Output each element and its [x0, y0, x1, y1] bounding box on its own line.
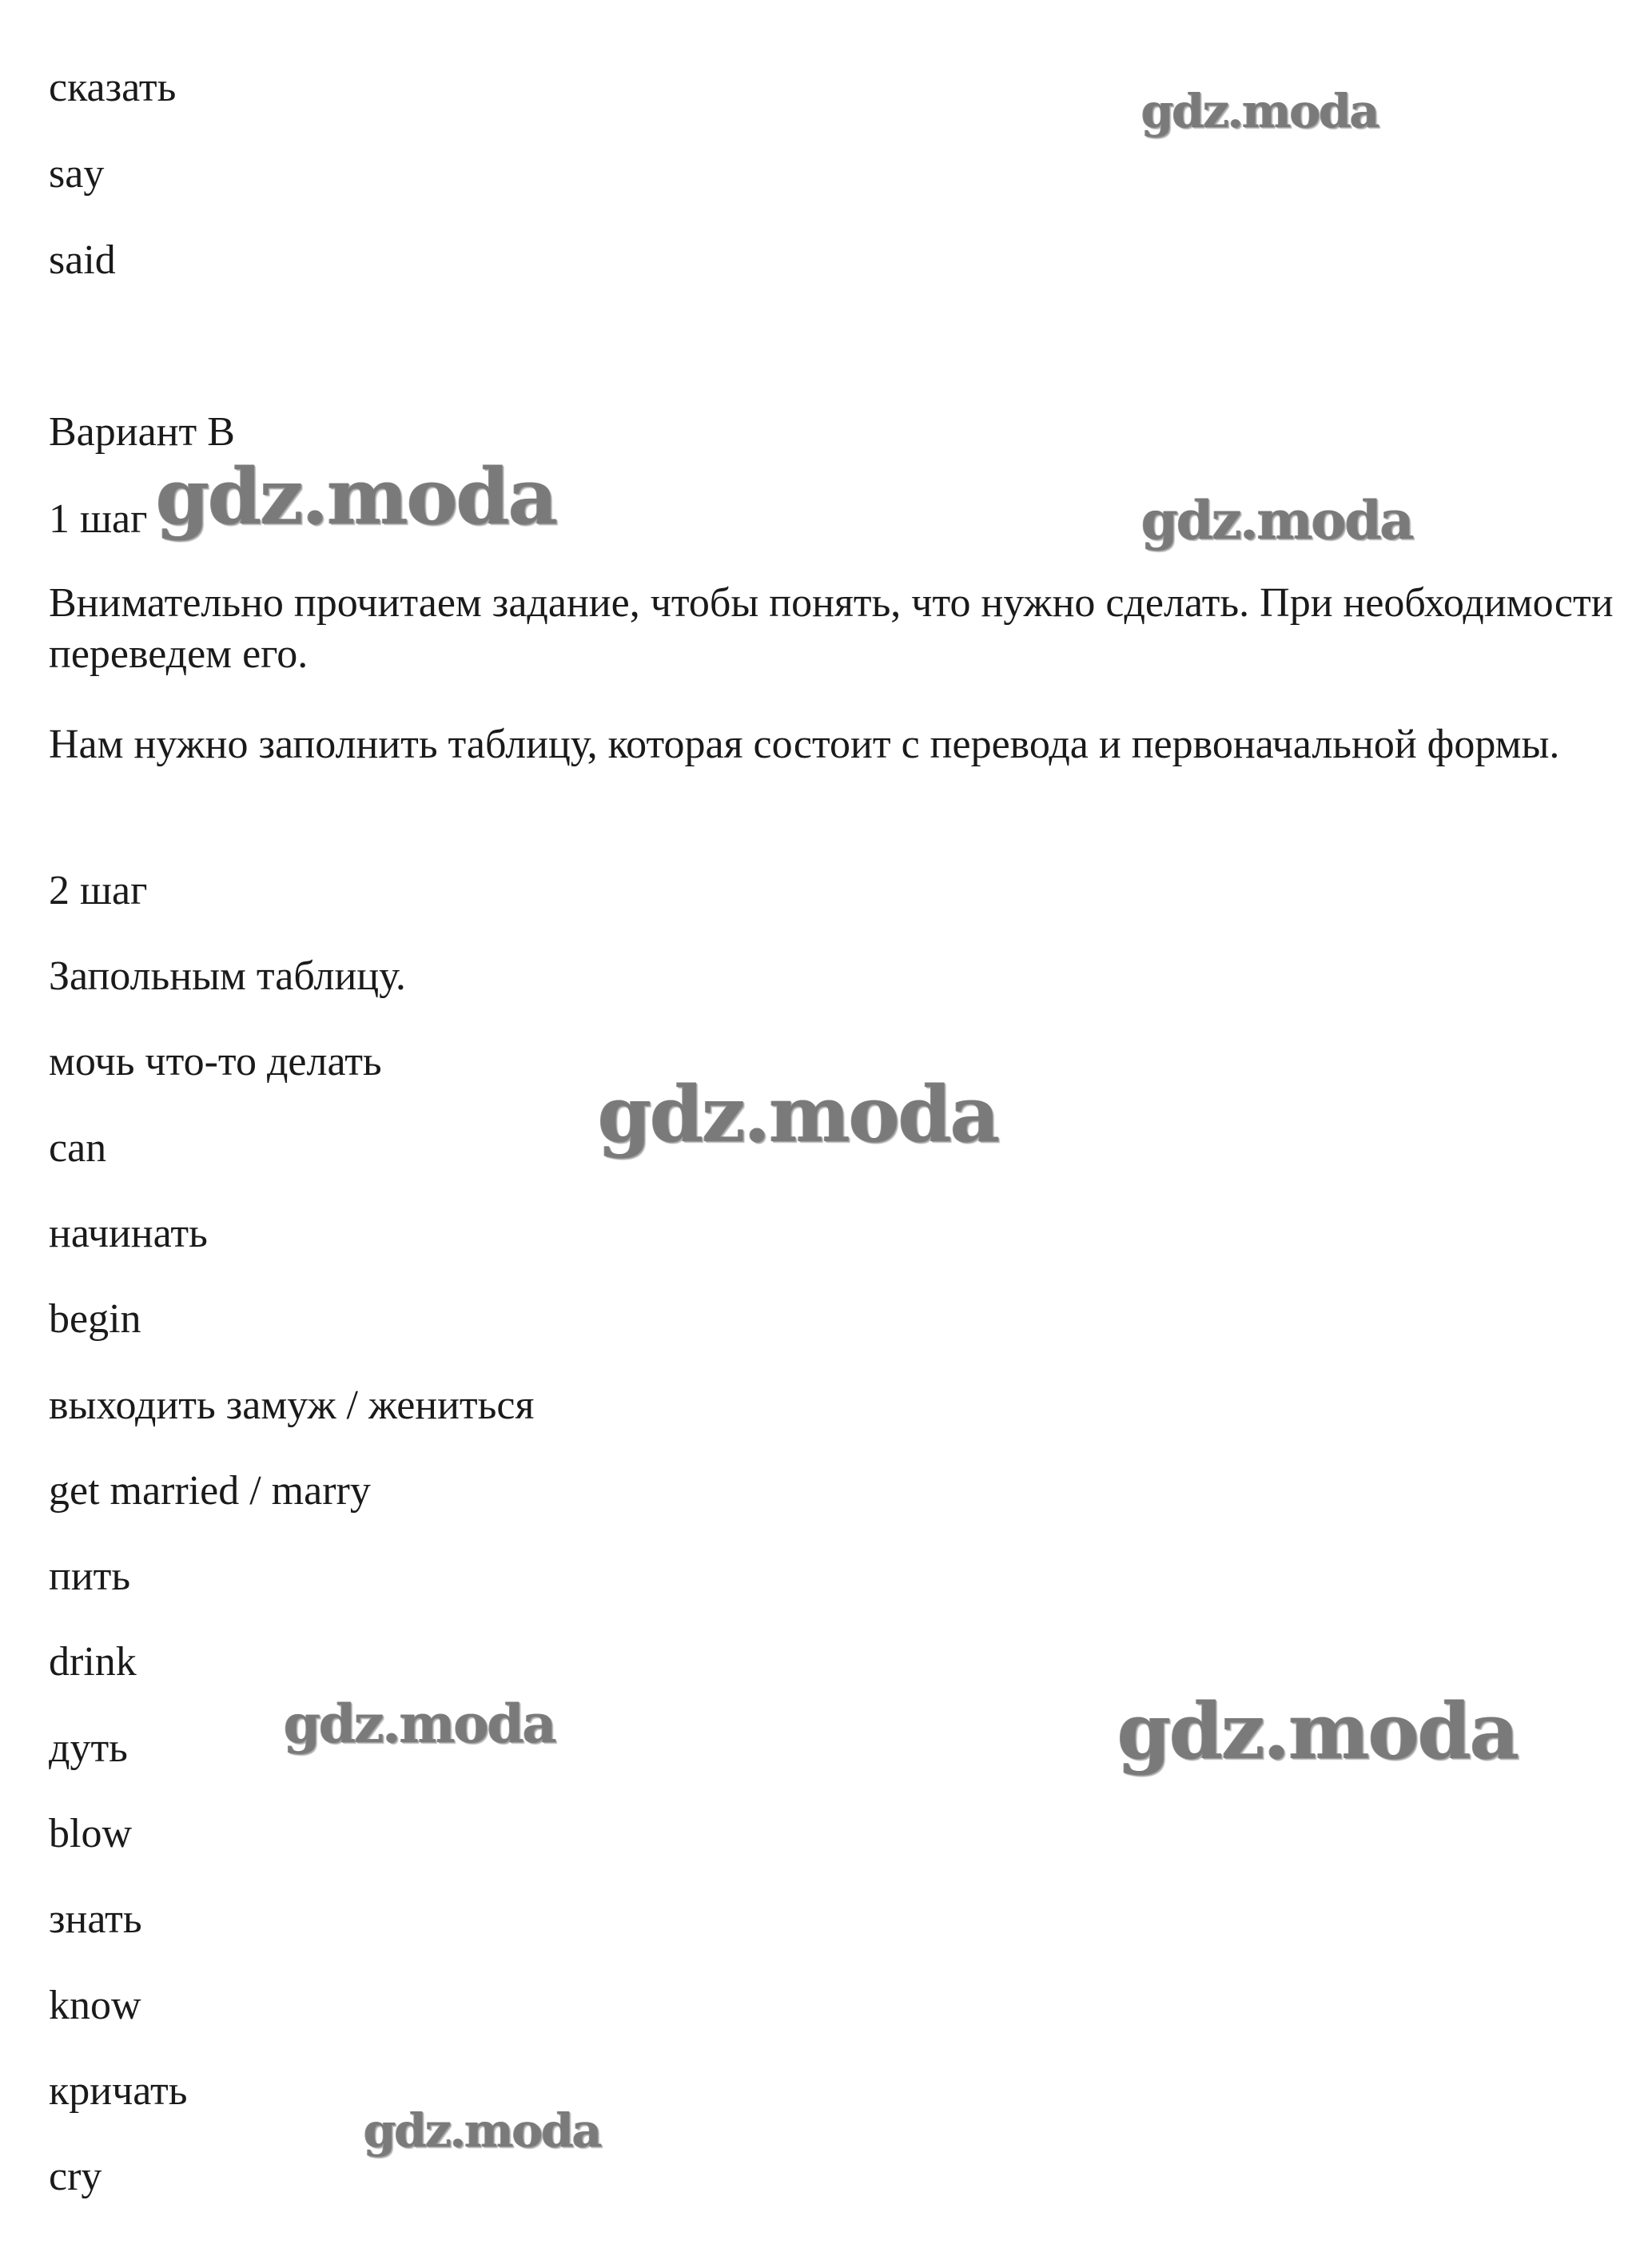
word-ru-cry: кричать [49, 2068, 188, 2114]
fill-table-text: Запольным таблицу. [49, 953, 406, 999]
word-en-cry: cry [49, 2154, 102, 2199]
step-1-label: 1 шаг [49, 496, 148, 542]
word-ru-drink: пить [49, 1554, 131, 1599]
word-ru-can: мочь что-то делать [49, 1039, 382, 1084]
word-ru-say: сказать [49, 65, 177, 110]
instruction-paragraph-2: Нам нужно заполнить таблицу, которая состоит с перевода и первоначальной формы. [49, 722, 1560, 767]
step-2-label: 2 шаг [49, 868, 148, 913]
word-en-blow: blow [49, 1811, 132, 1856]
watermark-logo: gdz.moda [1141, 489, 1413, 551]
watermark-logo: gdz.moda [364, 2103, 601, 2158]
word-en-begin: begin [49, 1296, 141, 1342]
word-en-say: say [49, 151, 105, 197]
word-en-marry: get married / marry [49, 1468, 371, 1514]
watermark-logo: gdz.moda [1141, 84, 1379, 138]
word-en-can: can [49, 1125, 107, 1171]
instruction-paragraph-1: Внимательно прочитаем задание, чтобы понять, что нужно сделать. При необходимости переведем его. [49, 580, 1614, 677]
watermark-logo: gdz.moda [156, 452, 557, 542]
word-ru-blow: дуть [49, 1725, 128, 1771]
word-ru-begin: начинать [49, 1211, 208, 1256]
watermark-logo: gdz.moda [284, 1693, 555, 1755]
word-en-drink: drink [49, 1639, 137, 1685]
watermark-logo: gdz.moda [598, 1069, 999, 1160]
variant-title: Вариант B [49, 409, 235, 455]
word-en-know: know [49, 1983, 141, 2028]
watermark-logo: gdz.moda [1117, 1686, 1519, 1777]
word-ru-marry: выходить замуж / жениться [49, 1383, 535, 1428]
word-en-said: said [49, 237, 116, 283]
word-ru-know: знать [49, 1896, 142, 1942]
